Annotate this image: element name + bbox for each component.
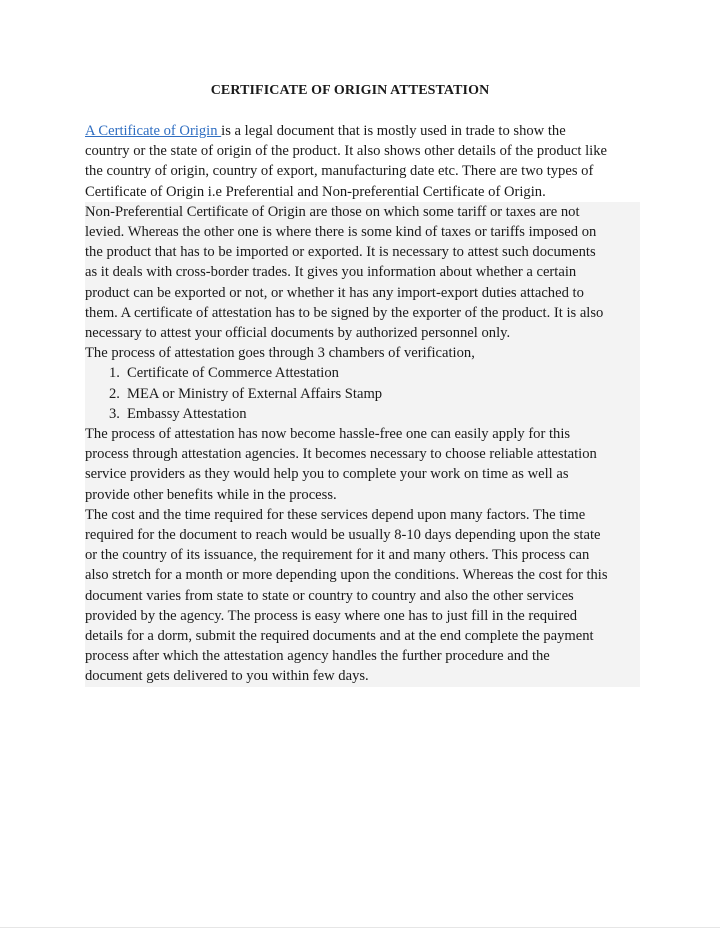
paragraph-4-line: required for the document to reach would be usually 8-10 days depending upon the state <box>85 527 601 544</box>
paragraph-4-line: also stretch for a month or more depending upon the conditions. Whereas the cost for this <box>85 567 608 584</box>
document-body <box>85 121 640 687</box>
paragraph-4-line: The cost and the time required for these services depend upon many factors. The time <box>85 506 586 523</box>
list-item: 2. MEA or Ministry of External Affairs Stamp <box>109 385 383 402</box>
paragraph-1-line: country or the state of origin of the product. It also shows other details of the product like <box>85 143 608 160</box>
list-item: 1. Certificate of Commerce Attestation <box>109 365 339 382</box>
paragraph-4-line: provided by the agency. The process is easy where one has to just fill in the required <box>85 607 577 624</box>
list-item-text: MEA or Ministry of External Affairs Stamp <box>127 385 383 402</box>
highlighted-section <box>85 202 640 687</box>
paragraph-4-line: or the country of its issuance, the requirement for it and many others. This process can <box>85 547 590 564</box>
paragraph-2-line: levied. Whereas the other one is where there is some kind of taxes or tariffs imposed on <box>85 224 597 241</box>
page-bottom-divider <box>0 927 720 928</box>
paragraph-3-line: The process of attestation has now become hassle-free one can easily apply for this <box>85 426 571 443</box>
paragraph-2-line: as it deals with cross-border trades. It gives you information about whether a certain <box>85 264 577 281</box>
paragraph-3-line: provide other benefits while in the process. <box>85 486 337 503</box>
paragraph-4-line: details for a dorm, submit the required documents and at the end complete the payment <box>85 628 594 645</box>
process-intro: The process of attestation goes through 3 chambers of verification, <box>85 345 475 362</box>
paragraph-2-line: them. A certificate of attestation has to be signed by the exporter of the product. It is also <box>85 304 604 321</box>
paragraph-4-line: process after which the attestation agency handles the further procedure and the <box>85 648 550 665</box>
list-item-text: Certificate of Commerce Attestation <box>127 365 339 382</box>
paragraph-4-line: document varies from state to state or country to country and also the other services <box>85 587 574 604</box>
list-item-text: Embassy Attestation <box>127 405 247 422</box>
paragraph-4-line: document gets delivered to you within few days. <box>85 668 369 685</box>
paragraph-2-line: product can be exported or not, or whether it has any import-export duties attached to <box>85 284 584 301</box>
certificate-of-origin-link[interactable]: A Certificate of Origin <box>85 123 222 139</box>
paragraph-1-text: is a legal document that is mostly used in trade to show the <box>221 123 566 139</box>
attestation-steps-list <box>85 363 640 424</box>
list-item: 3. Embassy Attestation <box>109 405 247 422</box>
paragraph-3-line: process through attestation agencies. It becomes necessary to choose reliable attestation <box>85 446 597 463</box>
paragraph-2-line: Non-Preferential Certificate of Origin are those on which some tariff or taxes are not <box>85 203 580 220</box>
paragraph-1-line: the country of origin, country of export, manufacturing date etc. There are two types of <box>85 163 594 180</box>
paragraph-3-line: service providers as they would help you to complete your work on time as well as <box>85 466 569 483</box>
paragraph-2-line: the product that has to be imported or exported. It is necessary to attest such documents <box>85 244 596 261</box>
paragraph-1-line: Certificate of Origin i.e Preferential and Non-preferential Certificate of Origin. <box>85 183 546 200</box>
document-title: CERTIFICATE OF ORIGIN ATTESTATION <box>210 83 490 98</box>
paragraph-1-line <box>85 121 640 141</box>
paragraph-2-line: necessary to attest your official documents by authorized personnel only. <box>85 325 511 342</box>
